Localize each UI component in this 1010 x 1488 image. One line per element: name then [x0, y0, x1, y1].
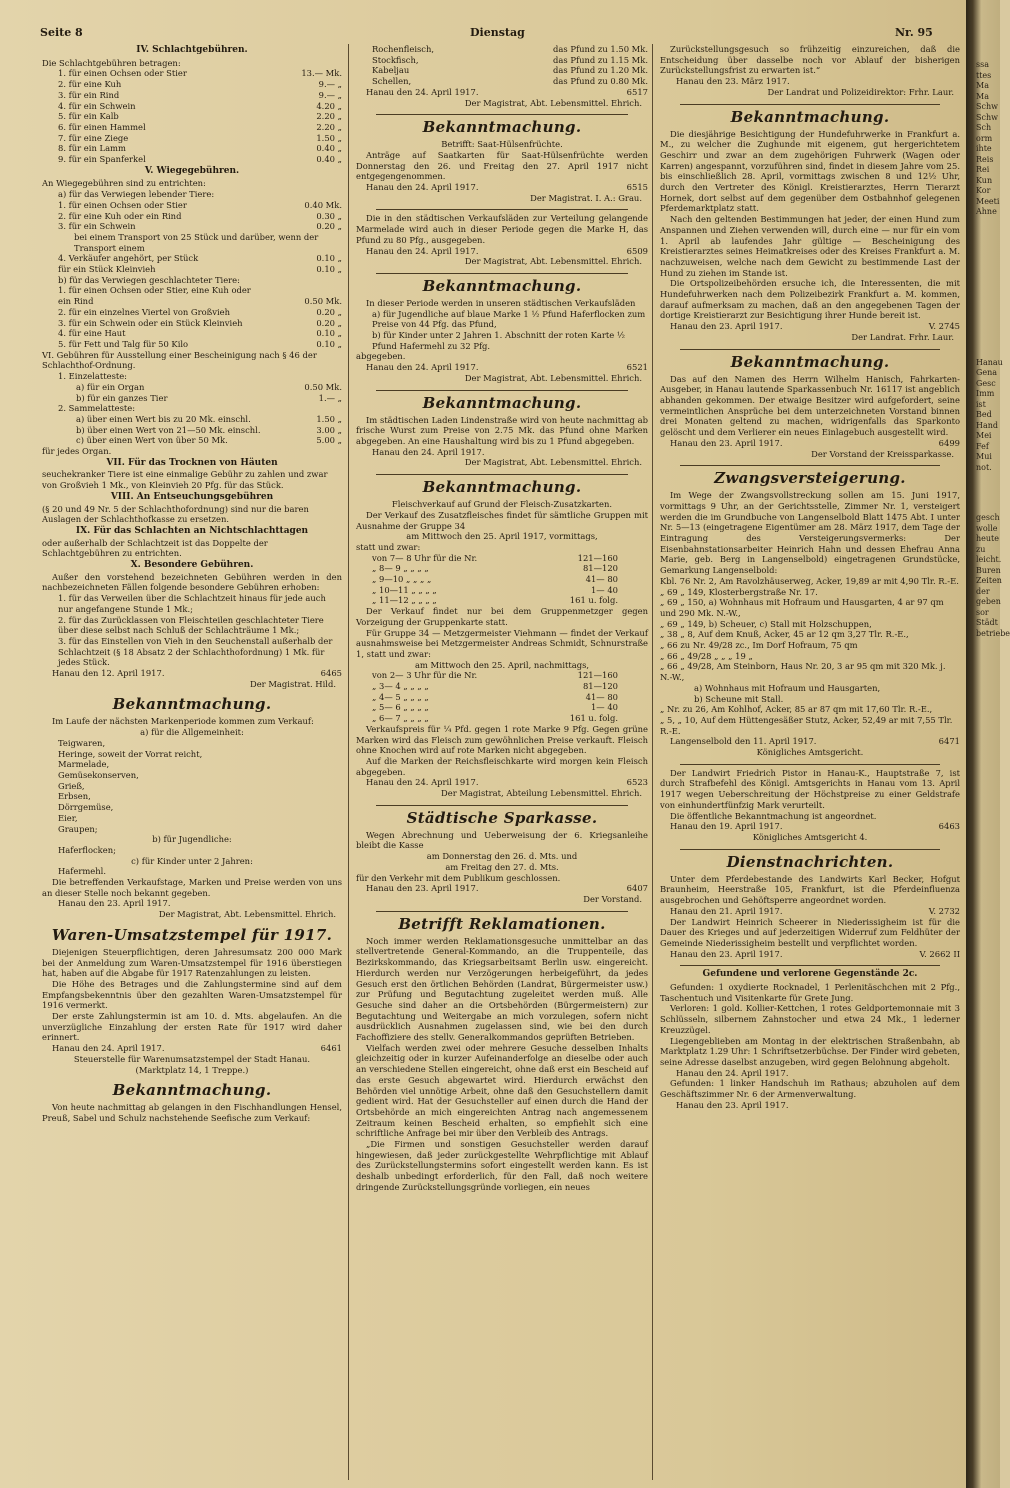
- fee-row: 3. für ein Schwein oder ein Stück Kleinvieh 0.20 „: [58, 317, 342, 328]
- schedule-row: „ 10—11 „ „ „ „ 1— 40: [372, 584, 618, 595]
- fee-row: 2. für ein einzelnes Viertel von Großvieh 0.20 „: [58, 306, 342, 317]
- reclamations: Betrifft Reklamationen. Noch immer werden Reklamationsgesuche unmittelbar an das stellvertretende General-Kommando, an die Truppenteile, das Bezirkskommando, das Kriegsarbeitsamt Berlin usw. eingereicht. Hierdurch werden nur Verzögerungen herbeigeführt, da jedes Gesuch erst den örtlichen Behörden (Landrat, Bürgermeister usw.) zur Prüfung und Begutachtung zugeleitet werden muß. Alle Gesuche sind daher an die Ortsbehörden (Bürgermeistern) zur Begutachtung und Weitergabe an mich vorzulegen, sofern nicht ausdrücklich Ausnahmen zugelassen sind, wie bei den durch Fachoffiziere des stellv. Generalkommandos geprüften Betrieben. Vielfach werden zwei oder mehrere Gesuche desselben Inhalts gleichzeitig oder in kurzer Aufeinanderfolge an dieselbe oder auch an verschiedene Stellen eingereicht, ohne daß erst ein Bescheid auf das erste Gesuch abgewartet wird. Hierdurch erwächst den Behörden viel unnötige Arbeit, ohne daß den Gesuchstellern damit gedient wird. Hat der Gesuchsteller auf einen durch die Hand der Ortsbehörde an mich eingereichten Antrag nach angemessenem Zeitraum keinen Bescheid erhalten, so empfiehlt sich eine schriftliche Anfrage bei mir über den Verbleib des Antrags. „Die Firmen und sonstigen Gesuchsteller werden darauf hingewiesen, daß jeder zurückgestellte Wehrpflichtige mit Ablauf des Zurückstellungstermins sofort eingestellt werden kann. Es ist deshalb unbedingt erforderlich, für den Fall, daß noch weitere dringende Zurückstellungsgründe vorliegen, ein neues: [356, 914, 648, 1192]
- slaughter-fees: IV. Schlachtgebühren. Die Schlachtgebühren betragen: 1. für einen Ochsen oder Stier 13.— Mk. 2. für eine Kuh 9.— „ 3. für ein Rind 9.— „ 4. für ein Schwein 4.20 „ 5. für ein Kalb 2.20 „ 6. für einen Hammel 2.20 „ 7. für eine Ziege 1.50 „ 8. für ein Lamm 0.40 „ 9. für ein Spanferkel 0.40 „ V. Wiegegebühren. An Wiegegebühren sind zu entrichten: a) für das Verwiegen lebender Tiere: 1. für einen Ochsen oder Stier 0.40 Mk. 2. für eine Kuh oder ein Rind 0.30 „ 3. für ein Schwein 0.20 „ bei einem Transport von 25 Stück und darüber, wenn der Transport einem 4. Verkäufer angehört, per Stück 0.10 „ für ein Stück Kleinvieh 0.10 „ b) für das Verwiegen geschlachteter Tiere: 1. für einen Ochsen oder Stier, eine Kuh oder ein Rind 0.50 Mk. 2. für ein einzelnes Viertel von Großvieh 0.20 „ 3. für ein Schwein oder ein Stück Kleinvieh 0.20 „ 4. für eine Haut 0.10 „ 5. für Fett und Talg für 50 Kilo 0.10 „ VI. Gebühren für Ausstellung einer Bescheinigung nach § 46 der Schlachthof-Ordnung. 1. Einzelatteste: a) für ein Organ 0.50 Mk. b) für ein ganzes Tier 1.— „ 2. Sammelatteste: a) über einen Wert bis zu 20 Mk. einschl. 1.50 „ b) über einen Wert von 21—50 Mk. einschl. 3.00 „ c) über einen Wert von über 50 Mk. 5.00 „ für jedes Organ. VII. Für das Trocknen von Häuten seuchekranker Tiere ist eine einmalige Gebühr zu zahlen und zwar von Großvieh 1 Mk., von Kleinvieh 20 Pfg. für das Stück. VIII. An Entseuchungsgebühren (§ 20 und 49 Nr. 5 der Schlachthofordnung) sind nur die baren Auslagen der Schlachthofkasse zu ersetzen. IX. Für das Schlachten an Nichtschlachttagen oder außerhalb der Schlachtzeit ist das Doppelte der Schlachtgebühren zu entrichten. X. Besondere Gebühren. Außer den vorstehend bezeichneten Gebühren werden in den nachbezeichneten Fällen folgende besondere Gebühren erhoben: 1. für das Verweilen über die Schlachtzeit hinaus für jede auch nur angefangene Stunde 1 Mk.; 2. für das Zurücklassen von Fleischteilen geschlachteter Tiere über diese selbst nach Schluß der Schlachträume 1 Mk.; 3. für das Einstellen von Vieh in den Seuchenstall außerhalb der Schlachtzeit (§ 18 Absatz 2 der Schlachthofordnung) 1 Mk. für jedes Stück. Hanau den 12. April 1917. 6465 Der Magistrat. Hild.: [42, 45, 342, 689]
- parcel-row: a) Wohnhaus mit Hofraum und Hausgarten,: [694, 682, 881, 693]
- dog-cart-inspection: Bekanntmachung. Die diesjährige Besichtigung der Hundefuhrwerke in Frankfurt a. M., zu welcher die Zughunde mit eigenem, gut hergerichtetem Geschirr und zwar an dem zugehörigen Fuhrwerk (Wagen oder Karren) angespannt, vorzuführen sind, findet in diesem Jahre vom 25. bis einschließlich 28. April, vormittags zwischen 8 und 12½ Uhr, durch den Vertreter des Königl. Kreistierarztes, Herrn Tierarzt Hornek, dort selbst auf dem gegenüber dem Ostbahnhof gelegenen Pferdemarktplatz statt. Nach den geltenden Bestimmungen hat jeder, der einen Hund zum Anspannen und Ziehen verwenden will, durch eine — nur für ein vom 1. April ab laufendes Jahr gültige — Bescheinigung des Kreistierarztes seines Heimatkreises oder des Kreises Frankfurt a. M. nachzuweisen, welche nach dem Gewicht zu bestimmende Last der Hund zu ziehen im Stande ist. Die Ortspolizeibehörden ersuche ich, die Interessenten, die mit Hundefuhrwerken nach dem Polizeibezirk Frankfurt a. M. kommen, darauf aufmerksam zu machen, daß an den angegebenen Tagen der dortige Kreistierarzt zur Besichtigung ihrer Hunde bereit ist. Hanau den 23. April 1917. V. 2745 Der Landrat. Frhr. Laur.: [660, 107, 960, 342]
- announcement-title: Waren-Umsatzstempel für 1917.: [51, 925, 333, 944]
- announcement: Bekanntmachung. In dieser Periode werden in unseren städtischen Verkaufsläden a) für Jugendliche auf blaue Marke 1 ½ Pfund Haferflocken zum Preise von 44 Pfg. das Pfund, b) für Kinder unter 2 Jahren 1. Abschnitt der roten Karte ½ Pfund Hafermehl zu 32 Pfg. abgegeben. Hanau den 24. April 1917. 6521 Der Magistrat, Abt. Lebensmittel. Ehrich.: [356, 276, 648, 383]
- schedule-row: „ 11—12 „ „ „ „ 161 u. folg.: [372, 595, 618, 606]
- announcement-title: Bekanntmachung.: [422, 118, 582, 137]
- announcement-title: Betrifft Reklamationen.: [398, 914, 606, 933]
- column-3: [660, 44, 960, 1480]
- parcel-row: „ 69 „ 149, Klosterbergstraße Nr. 17.: [660, 586, 818, 597]
- fee-row: 3. für ein Schwein 0.20 „: [58, 221, 342, 232]
- weigh-list-b: 1. für einen Ochsen oder Stier, eine Kuh oder ein Rind 0.50 Mk. 2. für ein einzelnes Viertel von Großvieh 0.20 „ 3. für ein Schwein oder ein Stück Kleinvieh 0.20 „ 4. für eine Haut 0.10 „ 5. für Fett und Talg für 50 Kilo 0.10 „: [58, 285, 342, 349]
- fee-row: b) für ein ganzes Tier 1.— „: [76, 392, 342, 403]
- schedule-row: „ 9—10 „ „ „ „ 41— 80: [372, 574, 618, 585]
- price-row: Rochenfleisch, das Pfund zu 1.50 Mk.: [372, 44, 648, 54]
- fee-row: c) über einen Wert von über 50 Mk. 5.00 „: [76, 435, 342, 446]
- savings-bank: Städtische Sparkasse. Wegen Abrechnung und Ueberweisung der 6. Kriegsanleihe bleibt die Kasse am Donnerstag den 26. d. Mts. und am Freitag den 27. d. Mts. für den Verkehr mit dem Publikum geschlossen. Hanau den 23. April 1917. 6407 Der Vorstand.: [356, 808, 648, 904]
- fee-row: 5. für ein Kalb 2.20 „: [58, 111, 342, 122]
- parcel-row: „ 66 „ 49/28, Am Steinborn, Haus Nr. 20, 3 ar 95 qm mit 320 Mk. j. N.-W.,: [660, 661, 946, 683]
- weekday: Dienstag: [470, 26, 525, 39]
- fee-row: für ein Stück Kleinvieh 0.10 „: [58, 264, 342, 275]
- announcement-title: Bekanntmachung.: [422, 393, 582, 412]
- adjacent-page-edge: ssa ttes Ma Ma Schw Schw Sch orm ihte Reis Rei Kun Kor Meeti Ahne Hanau Gena Gesc Imm ist Bed Hand Mei Fef Mui not. gesch wolle heute zu leicht. Buren Zeiten der geben sor Städt betriebe: [966, 0, 1000, 1488]
- signature: Der Magistrat, Abteilung Lebensmittel. Ehrich.: [441, 788, 642, 799]
- fee-row: a) für ein Organ 0.50 Mk.: [76, 381, 342, 392]
- page-header: [40, 26, 960, 44]
- fee-row: 2. für eine Kuh oder ein Rind 0.30 „: [58, 210, 342, 221]
- parcel-row: „ 66 zu Nr. 49/28 zc., Im Dorf Hofraum, 75 qm: [660, 640, 858, 651]
- divider: [376, 911, 628, 912]
- divider: [376, 805, 628, 806]
- announcement-title: Bekanntmachung.: [730, 107, 890, 126]
- announcement: Bekanntmachung. Von heute nachmittag ab gelangen in den Fischhandlungen Hensel, Preuß, Sabel und Schulz nachstehende Seefische zum Verkauf:: [42, 1081, 342, 1123]
- divider: [680, 104, 940, 105]
- announcement-title: Bekanntmachung.: [730, 352, 890, 371]
- schedule-row: von 2— 3 Uhr für die Nr. 121—160: [372, 670, 618, 681]
- fee-row: 1. für einen Ochsen oder Stier 13.— Mk.: [58, 68, 342, 79]
- signature: Der Magistrat, Abt. Lebensmittel. Ehrich.: [464, 97, 642, 108]
- divider: [376, 273, 628, 274]
- signature: Königliches Amtsgericht 4.: [752, 832, 868, 842]
- penalty-notice: Der Landwirt Friedrich Pistor in Hanau-K., Hauptstraße 7, ist durch Strafbefehl des Königl. Amtsgerichts in Hanau vom 13. April 1917 wegen Ueberschreitung der Höchstpreise zu einer Geldstrafe von einhundertfünfzig Mark verurteilt. Die öffentliche Bekanntmachung ist angeordnet. Hanau den 19. April 1917. 6463 Königliches Amtsgericht 4.: [660, 767, 960, 842]
- section-heading: V. Wiegegebühren.: [144, 165, 240, 176]
- lost-and-found: Gefundene und verlorene Gegenstände 2c. Gefunden: 1 oxydierte Rocknadel, 1 Perlenitäschchen mit 2 Pfg., Taschentuch und Visitenkarte für Grete Jung. Verloren: 1 gold. Kollier-Kettchen, 1 rotes Geldportemonnaie mit 3 Schlüsseln, silbernem Zahnstocher und etwa 24 Mk., 1 lederner Kreuzzügel. Liegengeblieben am Montag in der elektrischen Straßenbahn, ab Marktplatz 1.29 Uhr: 1 Schriftsetzerbüchse. Der Finder wird gebeten, seine Adresse daselbst anzugeben, wird gegen Belohnung abgeholt. Hanau den 24. April 1917. Gefunden: 1 linker Handschuh im Rathaus; abzuholen auf dem Geschäftszimmer Nr. 6 der Armenverwaltung. Hanau den 23. April 1917.: [660, 969, 960, 1110]
- fee-row: 4. für eine Haut 0.10 „: [58, 328, 342, 339]
- weigh-list-a: 1. für einen Ochsen oder Stier 0.40 Mk. 2. für eine Kuh oder ein Rind 0.30 „ 3. für ein Schwein 0.20 „ bei einem Transport von 25 Stück und darüber, wenn der Transport einem 4. Verkäufer angehört, per Stück 0.10 „ für ein Stück Kleinvieh 0.10 „: [58, 199, 342, 275]
- lost-savings-book: Bekanntmachung. Das auf den Namen des Herrn Wilhelm Hanisch, Fahrkarten-Ausgeber, in Hanau lautende Sparkassenbuch Nr. 16117 ist angeblich abhanden gekommen. Der etwaige Besitzer wird aufgefordert, seine vermeintlichen Ansprüche bei dem unterzeichneten Vorstand binnen drei Monaten geltend zu machen, widrigenfalls das Sparkonto gelöscht und dem Verlierer ein neues Einlagebuch ausgestellt wird. Hanau den 23. April 1917. 6499 Der Vorstand der Kreissparkasse.: [660, 352, 960, 459]
- divider: [376, 209, 628, 210]
- announcement: Die in den städtischen Verkaufsläden zur Verteilung gelangende Marmelade wird auch in dieser Periode gegen die Marke H, das Pfund zu 80 Pfg., ausgegeben. Hanau den 24. April 1917. 6509 Der Magistrat, Abt. Lebensmittel. Ehrich.: [356, 213, 648, 267]
- fee-row: 4. Verkäufer angehört, per Stück 0.10 „: [58, 253, 342, 264]
- section-heading: Gefundene und verlorene Gegenstände 2c.: [702, 969, 918, 980]
- forced-auction: Zwangsversteigerung. Im Wege der Zwangsvollstreckung sollen am 15. Juni 1917, vormittags 9 Uhr, an der Gerichtsstelle, Zimmer Nr. 1, versteigert werden die im Grundbuche von Langenselbold Blatt 1475 Abt. I unter Nr. 5—13 (eingetragene Eigentümer am 28. März 1917, dem Tage der Eintragung des Versteigerungsvermerks: Der Eisenbahnstationsarbeiter Heinrich Hahn und dessen Ehefrau Anna Marie, geb. Berg in Langenselbold) eingetragenen Grundstücke, Gemarkung Langenselbold: Kbl. 76 Nr. 2, Am Ravolzhäuserweg, Acker, 19,89 ar mit 4,90 Tlr. R.-E. „ 69 „ 149, Klosterbergstraße Nr. 17. „ 69 „ 150, a) Wohnhaus mit Hofraum und Hausgarten, 4 ar 97 qm und 290 Mk. N.-W., „ 69 „ 149, b) Scheuer, c) Stall mit Holzschuppen, „ 38 „ 8, Auf dem Knuß, Acker, 45 ar 12 qm 3,27 Tlr. R.-E., „ 66 zu Nr. 49/28 zc., Im Dorf Hofraum, 75 qm „ 66 „ 49/28 „ „ „ 19 „ „ 66 „ 49/28, Am Steinborn, Haus Nr. 20, 3 ar 95 qm mit 320 Mk. j. N.-W., a) Wohnhaus mit Hofraum und Hausgarten, b) Scheune mit Stall. „ Nr. zu 26, Am Kohlhof, Acker, 85 ar 87 qm mit 17,60 Tlr. R.-E., „ 5, „ 10, Auf dem Hüttengesäßer Stutz, Acker, 52,49 ar mit 7,55 Tlr. R.-E. Langenselbold den 11. April 1917. 6471 Königliches Amtsgericht.: [660, 469, 960, 758]
- parcel-list: [660, 576, 960, 737]
- announcement-title: Dienstnachrichten.: [726, 852, 894, 871]
- divider: [376, 114, 628, 115]
- sales-tax-stamp: Waren-Umsatzstempel für 1917. Diejenigen Steuerpflichtigen, deren Jahresumsatz 200 000 Mark bei der Anmeldung zum Waren-Umsatzstempel für 1916 überstiegen hat, haben auf die Abgabe für 1917 Ratenzahlungen zu leisten. Die Höhe des Betrages und die Zahlungstermine sind auf dem Empfangsbekenntnis über den gezahlten Waren-Umsatzstempel für 1916 vermerkt. Der erste Zahlungstermin ist am 10. d. Mts. abgelaufen. An die unverzügliche Einzahlung der ersten Rate für 1917 wird daher erinnert. Hanau den 24. April 1917. 6461 Steuerstelle für Warenumsatzstempel der Stadt Hanau. (Marktplatz 14, 1 Treppe.): [42, 925, 342, 1075]
- schedule-row: „ 8— 9 „ „ „ „ 81—120: [372, 563, 618, 574]
- issue-number: Nr. 95: [895, 26, 933, 39]
- parcel-row: Kbl. 76 Nr. 2, Am Ravolzhäuserweg, Acker, 19,89 ar mit 4,90 Tlr. R.-E.: [660, 575, 959, 586]
- announcement: Bekanntmachung. Betrifft: Saat-Hülsenfrüchte. Anträge auf Saatkarten für Saat-Hülsenfrüchte werden Donnerstag den 26. und Freitag den 27. April 1917 nicht entgegengenommen. Hanau den 24. April 1917. 6515 Der Magistrat. I. A.: Grau.: [356, 118, 648, 203]
- goods-list: Teigwaren, Heringe, soweit der Vorrat reicht, Marmelade, Gemüsekonserven, Grieß, Erbsen, Dörrgemüse, Eier, Graupen;: [58, 737, 203, 834]
- divider: [376, 474, 628, 475]
- service-news: Dienstnachrichten. Unter dem Pferdebestande des Landwirts Karl Becker, Hofgut Braunheim, Heerstraße 105, Frankfurt, ist die Pferdeinfluenza ausgebrochen und Gehöftsperre angeordnet worden. Hanau den 21. April 1917. V. 2732 Der Landwirt Heinrich Scheerer in Niederissigheim ist für die Dauer des Krieges und auf jederzeitigen Widerruf zum Feldhüter der Gemeinde Niederissigheim bestellt und verpflichtet worden. Hanau den 23. April 1917. V. 2662 II: [660, 852, 960, 959]
- signature: Der Landrat. Frhr. Laur.: [851, 331, 954, 342]
- parcel-row: „ 5, „ 10, Auf dem Hüttengesäßer Stutz, Acker, 52,49 ar mit 7,55 Tlr. R.-E.: [660, 714, 953, 736]
- column-1: [42, 44, 342, 1480]
- fee-row: a) über einen Wert bis zu 20 Mk. einschl. 1.50 „: [76, 413, 342, 424]
- price-row: Schellen, das Pfund zu 0.80 Mk.: [372, 76, 648, 87]
- schedule-row: von 7— 8 Uhr für die Nr. 121—160: [372, 552, 618, 563]
- fee-row: 4. für ein Schwein 4.20 „: [58, 100, 342, 111]
- column-2: [356, 44, 648, 1480]
- announcement-title: Bekanntmachung.: [422, 478, 582, 497]
- fee-row: 7. für eine Ziege 1.50 „: [58, 132, 342, 143]
- signature: Der Magistrat. I. A.: Grau.: [530, 192, 642, 203]
- schedule-table: [356, 670, 648, 724]
- announcement-title: Zwangsversteigerung.: [714, 469, 906, 488]
- parcel-row: „ 66 „ 49/28 „ „ „ 19 „: [660, 650, 753, 661]
- fee-row: 3. für ein Rind 9.— „: [58, 89, 342, 100]
- parcel-row: „ Nr. zu 26, Am Kohlhof, Acker, 85 ar 87 qm mit 17,60 Tlr. R.-E.,: [660, 704, 933, 715]
- signature: Der Magistrat, Abt. Lebensmittel. Ehrich.: [464, 256, 642, 267]
- announcement-title: Bekanntmachung.: [112, 695, 272, 714]
- announcement-title: Städtische Sparkasse.: [406, 808, 598, 827]
- signature: Der Magistrat, Abt. Lebensmittel. Ehrich.: [158, 909, 336, 920]
- price-row: Stockfisch, das Pfund zu 1.15 Mk.: [372, 54, 648, 65]
- schedule-row: „ 3— 4 „ „ „ „ 81—120: [372, 681, 618, 692]
- schedule-row: „ 5— 6 „ „ „ „ 1— 40: [372, 702, 618, 713]
- column-rule-2: [652, 44, 653, 1480]
- announcement: Bekanntmachung. Im städtischen Laden Lindenstraße wird von heute nachmittag ab frische Wurst zum Preise von 2.75 Mk. das Pfund ohne Marken abgegeben. An eine Haushaltung wird bis zu 1 Pfund abgegeben. Hanau den 24. April 1917. Der Magistrat, Abt. Lebensmittel. Ehrich.: [356, 393, 648, 468]
- schedule-row: „ 4— 5 „ „ „ „ 41— 80: [372, 691, 618, 702]
- fee-row: 6. für einen Hammel 2.20 „: [58, 121, 342, 132]
- fish-prices: Rochenfleisch, das Pfund zu 1.50 Mk. Stockfisch, das Pfund zu 1.15 Mk. Kabeljau das Pfund zu 1.20 Mk. Schellen, das Pfund zu 0.80 Mk. Hanau den 24. April 1917. 6517 Der Magistrat, Abt. Lebensmittel. Ehrich.: [356, 44, 648, 108]
- schedule-row: „ 6— 7 „ „ „ „ 161 u. folg.: [372, 713, 618, 724]
- signature: Der Vorstand der Kreissparkasse.: [811, 448, 954, 459]
- schedule-table: [356, 553, 648, 607]
- fee-list: [42, 68, 342, 164]
- parcel-row: „ 69 „ 150, a) Wohnhaus mit Hofraum und Hausgarten, 4 ar 97 qm und 290 Mk. N.-W.,: [660, 597, 944, 618]
- signature: Der Magistrat. Hild.: [250, 678, 336, 689]
- signature: Königliches Amtsgericht.: [756, 747, 864, 758]
- divider: [680, 849, 940, 850]
- parcel-row: „ 69 „ 149, b) Scheuer, c) Stall mit Holzschuppen,: [660, 618, 872, 629]
- parcel-row: b) Scheune mit Stall.: [694, 693, 784, 704]
- announcement: Bekanntmachung. Im Laufe der nächsten Markenperiode kommen zum Verkauf: a) für die Allgemeinheit: Teigwaren, Heringe, soweit der Vorrat reicht, Marmelade, Gemüsekonserven, Grieß, Erbsen, Dörrgemüse, Eier, Graupen; b) für Jugendliche: Haferflocken; c) für Kinder unter 2 Jahren: Hafermehl. Die betreffenden Verkaufstage, Marken und Preise werden von uns an dieser Stelle noch bekannt gegeben. Hanau den 23. April 1917. Der Magistrat, Abt. Lebensmittel. Ehrich.: [42, 695, 342, 920]
- fee-row: 8. für ein Lamm 0.40 „: [58, 143, 342, 154]
- column-rule-1: [348, 44, 349, 1480]
- fee-row: 1. für einen Ochsen oder Stier 0.40 Mk.: [58, 199, 342, 210]
- divider: [680, 764, 940, 765]
- page-number: Seite 8: [40, 26, 83, 39]
- parcel-row: „ 38 „ 8, Auf dem Knuß, Acker, 45 ar 12 qm 3,27 Tlr. R.-E.,: [660, 629, 909, 640]
- fee-row: 5. für Fett und Talg für 50 Kilo 0.10 „: [58, 338, 342, 349]
- fee-row: b) über einen Wert von 21—50 Mk. einschl. 3.00 „: [76, 424, 342, 435]
- fee-row: ein Rind 0.50 Mk.: [58, 296, 342, 307]
- price-row: Kabeljau das Pfund zu 1.20 Mk.: [372, 65, 648, 76]
- fee-row: 2. für eine Kuh 9.— „: [58, 79, 342, 90]
- signature: Der Vorstand.: [583, 894, 642, 904]
- divider: [376, 390, 628, 391]
- signature: Der Magistrat, Abt. Lebensmittel. Ehrich.: [464, 372, 642, 383]
- signature: Der Magistrat, Abt. Lebensmittel. Ehrich.: [464, 457, 642, 468]
- fee-row: 9. für ein Spanferkel 0.40 „: [58, 154, 342, 165]
- announcement-title: Bekanntmachung.: [422, 276, 582, 295]
- reclamations-continued: Zurückstellungsgesuch so frühzeitig einzureichen, daß die Entscheidung über dasselbe noch vor Ablauf der bisherigen Zurückstellungsfrist zu erwarten ist.“ Hanau den 23. März 1917. Der Landrat und Polizeidirektor: Frhr. Laur.: [660, 44, 960, 97]
- divider: [680, 349, 940, 350]
- divider: [680, 465, 940, 466]
- divider: [680, 965, 940, 966]
- meat-sale: Bekanntmachung. Fleischverkauf auf Grund der Fleisch-Zusatzkarten. Der Verkauf des Zusatzfleisches findet für sämtliche Gruppen mit Ausnahme der Gruppe 34 am Mittwoch den 25. April 1917, vormittags, statt und zwar: von 7— 8 Uhr für die Nr. 121—160 „ 8— 9 „ „ „ „ 81—120 „ 9—10 „ „ „ „ 41— 80 „ 10—11 „ „ „ „ 1— 40 „ 11—12 „ „ „ „ 161 u. folg. Der Verkauf findet nur bei dem Gruppenmetzger gegen Vorzeigung der Gruppenkarte statt. Für Gruppe 34 — Metzgermeister Viehmann — findet der Verkauf ausnahmsweise bei Metzgermeister Andreas Schmidt, Schnurstraße 1, statt und zwar: am Mittwoch den 25. April, nachmittags, von 2— 3 Uhr für die Nr. 121—160 „ 3— 4 „ „ „ „ 81—120 „ 4— 5 „ „ „ „ 41— 80 „ 5— 6 „ „ „ „ 1— 40 „ 6— 7 „ „ „ „ 161 u. folg. Verkaufspreis für ¼ Pfd. gegen 1 rote Marke 9 Pfg. Gegen grüne Marken wird das Fleisch zum gewöhnlichen Preise verkauft. Fleisch ohne Knochen wird auf rote Marken nicht abgegeben. Auf die Marken der Reichsfleischkarte wird morgen kein Fleisch abgegeben. Hanau den 24. April 1917. 6523 Der Magistrat, Abteilung Lebensmittel. Ehrich.: [356, 478, 648, 799]
- signature: Der Landrat und Polizeidirektor: Frhr. Laur.: [767, 86, 954, 97]
- announcement-title: Bekanntmachung.: [112, 1081, 272, 1100]
- section-heading: IV. Schlachtgebühren.: [136, 45, 248, 55]
